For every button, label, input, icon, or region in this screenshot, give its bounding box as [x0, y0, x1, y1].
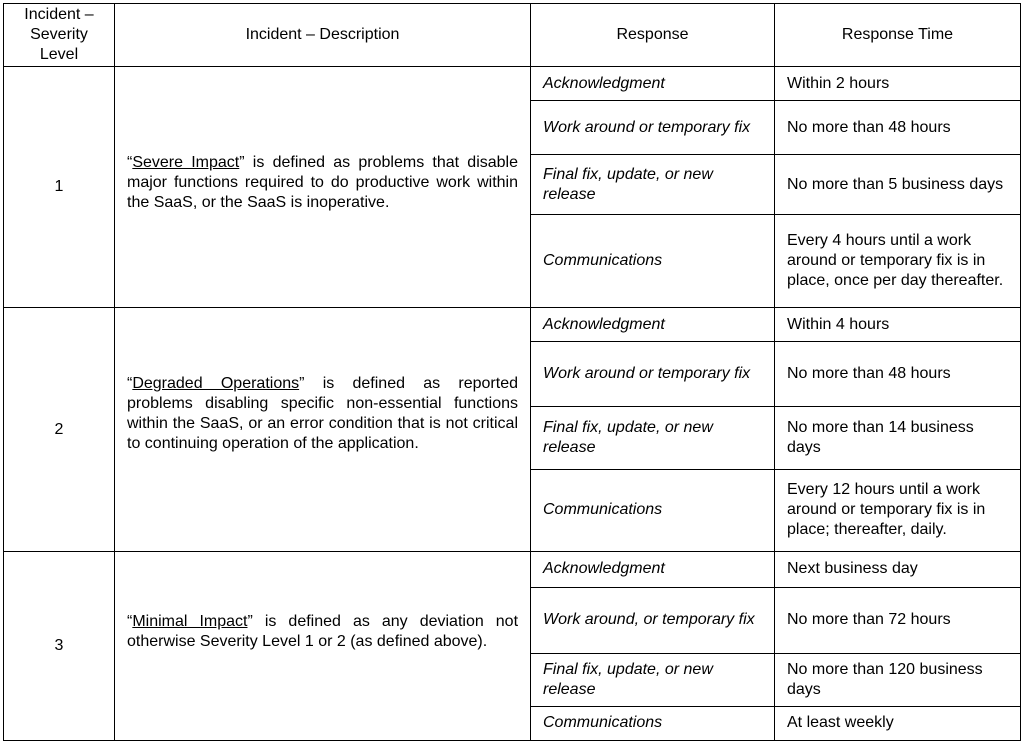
response-cell: Work around or temporary fix [531, 342, 775, 407]
response-cell: Final fix, update, or new release [531, 154, 775, 215]
definition-text: “Minimal Impact” is defined as any deviation not otherwise Severity Level 1 or 2 (as defined above). [127, 613, 519, 651]
header-description: Incident – Description [115, 4, 531, 67]
response-time-cell: No more than 48 hours [775, 101, 1021, 154]
definition-text: “Degraded Operations” is defined as reported problems disabling specific non-essential functions within the SaaS, or an error condition that is not critical to continuing operation of the application. [127, 375, 518, 453]
response-time-cell: Within 4 hours [775, 308, 1021, 342]
defined-term: Minimal Impact [132, 613, 248, 631]
severity-description [115, 308, 531, 552]
table-row [4, 67, 1021, 101]
response-time-cell: Every 12 hours until a work around or temporary fix is in place; thereafter, daily. [775, 469, 1021, 552]
severity-table [3, 3, 1021, 741]
header-response: Response [531, 4, 775, 67]
response-cell: Work around or temporary fix [531, 101, 775, 154]
header-response-time: Response Time [775, 4, 1021, 67]
header-row [4, 4, 1021, 67]
response-time-cell: No more than 14 business days [775, 406, 1021, 469]
response-time-cell: At least weekly [775, 706, 1021, 740]
severity-level-cell: 1 [4, 67, 115, 308]
response-time-cell: Within 2 hours [775, 67, 1021, 101]
defined-term: Severe Impact [132, 154, 240, 171]
response-cell: Communications [531, 215, 775, 308]
response-time-cell: No more than 48 hours [775, 342, 1021, 407]
response-time-cell: No more than 120 business days [775, 654, 1021, 706]
header-severity-level: Incident – Severity Level [4, 4, 115, 67]
table-row [4, 308, 1021, 342]
response-cell: Final fix, update, or new release [531, 406, 775, 469]
response-cell: Acknowledgment [531, 308, 775, 342]
response-cell: Acknowledgment [531, 552, 775, 587]
response-time-cell: No more than 72 hours [775, 587, 1021, 654]
response-cell: Acknowledgment [531, 67, 775, 101]
response-cell: Work around, or temporary fix [531, 587, 775, 654]
response-time-cell: Every 4 hours until a work around or temporary fix is in place, once per day thereafter. [775, 215, 1021, 308]
severity-description [115, 552, 531, 741]
response-time-cell: No more than 5 business days [775, 154, 1021, 215]
definition-text: “Severe Impact” is defined as problems that disable major functions required to do productive work within the SaaS, or the SaaS is inoperative. [127, 154, 519, 211]
defined-term: Degraded Operations [132, 375, 300, 393]
response-cell: Final fix, update, or new release [531, 654, 775, 706]
response-cell: Communications [531, 469, 775, 552]
table-row [4, 552, 1021, 587]
response-cell: Communications [531, 706, 775, 740]
severity-level-cell: 3 [4, 552, 115, 741]
severity-description [115, 67, 531, 308]
response-time-cell: Next business day [775, 552, 1021, 587]
severity-level-cell: 2 [4, 308, 115, 552]
